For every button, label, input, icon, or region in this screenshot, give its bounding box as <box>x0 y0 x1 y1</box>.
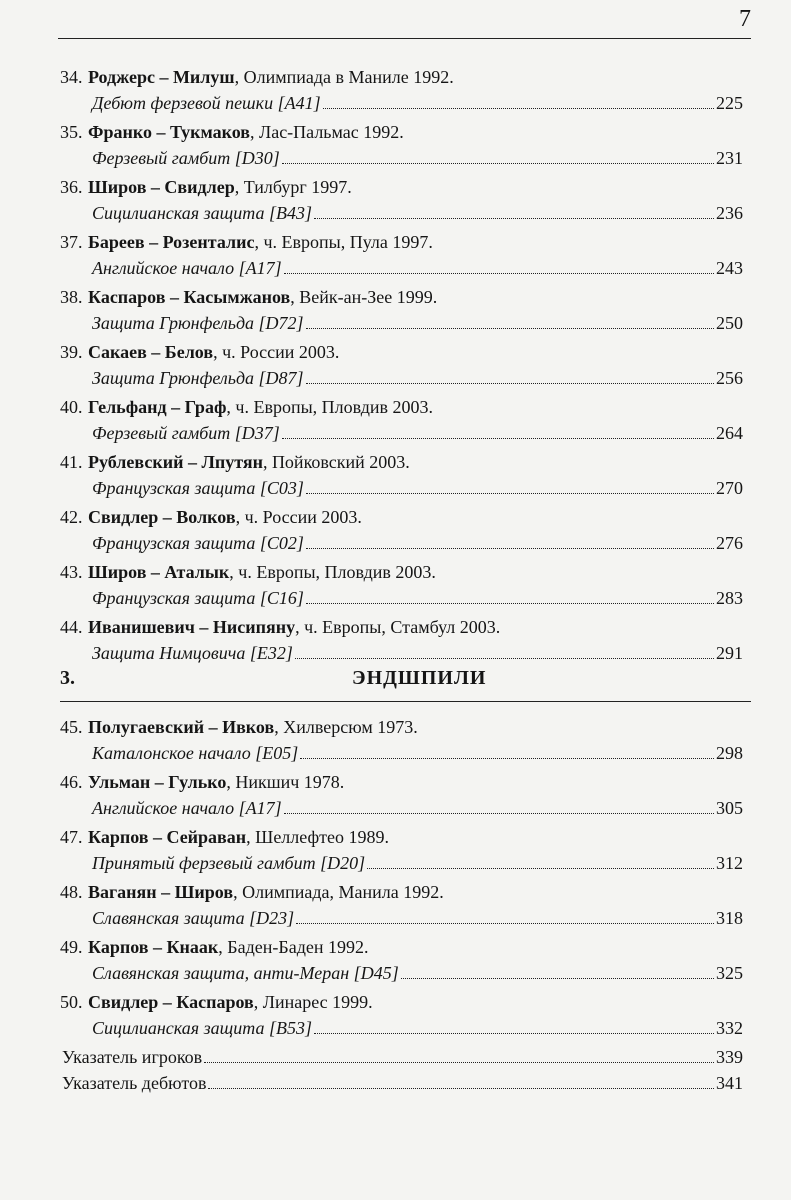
toc-entry[interactable] <box>60 339 751 394</box>
dot-leader <box>306 383 714 384</box>
index-label: Указатель дебютов <box>62 1073 207 1093</box>
game-line <box>60 339 751 365</box>
opening-name: Французская защита [C16] <box>92 588 304 608</box>
dot-leader <box>323 108 714 109</box>
dot-leader <box>306 603 714 604</box>
section-title: ЭНДШПИЛИ <box>352 667 487 689</box>
game-line <box>60 229 751 255</box>
toc-entry[interactable] <box>60 879 751 934</box>
game-number: 48. <box>60 882 83 902</box>
game-number: 37. <box>60 232 83 252</box>
page-ref: 332 <box>716 1018 743 1038</box>
page-ref: 341 <box>716 1073 743 1093</box>
game-number: 43. <box>60 562 83 582</box>
game-line <box>60 934 751 960</box>
dot-leader <box>300 758 714 759</box>
toc-entry[interactable] <box>60 769 751 824</box>
opening-line <box>92 795 751 821</box>
table-of-contents <box>60 64 751 1096</box>
game-number: 44. <box>60 617 83 637</box>
toc-part-endgames <box>60 714 751 1044</box>
opening-name: Английское начало [A17] <box>92 258 282 278</box>
game-players: Роджерс – Милуш <box>88 67 235 87</box>
toc-entry[interactable] <box>60 504 751 559</box>
dot-leader <box>314 1033 714 1034</box>
game-line <box>60 119 751 145</box>
toc-entry[interactable] <box>60 989 751 1044</box>
toc-entry[interactable] <box>60 229 751 284</box>
dot-leader <box>401 978 714 979</box>
page-ref: 305 <box>716 798 743 818</box>
game-event: , ч. Европы, Стамбул 2003. <box>295 617 501 637</box>
page-ref: 291 <box>716 643 743 663</box>
opening-name: Славянская защита [D23] <box>92 908 295 928</box>
toc-entry[interactable] <box>60 284 751 339</box>
game-players: Полугаевский – Ивков <box>88 717 275 737</box>
game-line <box>60 714 751 740</box>
dot-leader <box>282 163 714 164</box>
page-ref: 312 <box>716 853 743 873</box>
opening-name: Защита Нимцовича [E32] <box>92 643 293 663</box>
section-heading <box>60 663 751 702</box>
opening-line <box>92 365 751 391</box>
game-event: , ч. Европы, Пловдив 2003. <box>226 397 434 417</box>
game-event: , Вейк-ан-Зее 1999. <box>290 287 438 307</box>
game-line <box>60 559 751 585</box>
dot-leader <box>208 1088 714 1089</box>
game-players: Карпов – Сейраван <box>88 827 247 847</box>
game-line <box>60 64 751 90</box>
game-number: 34. <box>60 67 83 87</box>
opening-name: Французская защита [C03] <box>92 478 304 498</box>
game-line <box>60 989 751 1015</box>
game-players: Свидлер – Каспаров <box>88 992 254 1012</box>
dot-leader <box>306 548 714 549</box>
page-ref: 236 <box>716 203 743 223</box>
game-players: Свидлер – Волков <box>88 507 236 527</box>
game-event: , ч. России 2003. <box>235 507 362 527</box>
opening-name: Защита Грюнфельда [D87] <box>92 368 304 388</box>
game-players: Гельфанд – Граф <box>88 397 227 417</box>
game-event: , Никшич 1978. <box>226 772 345 792</box>
dot-leader <box>367 868 714 869</box>
opening-name: Принятый ферзевый гамбит [D20] <box>92 853 366 873</box>
toc-index <box>60 1044 751 1096</box>
dot-leader <box>296 923 714 924</box>
index-entry[interactable] <box>62 1044 751 1070</box>
page-ref: 325 <box>716 963 743 983</box>
game-players: Широв – Свидлер <box>88 177 235 197</box>
game-line <box>60 284 751 310</box>
opening-line <box>92 850 751 876</box>
header-rule <box>58 38 751 39</box>
game-number: 47. <box>60 827 83 847</box>
opening-line <box>92 1015 751 1041</box>
game-number: 41. <box>60 452 83 472</box>
opening-line <box>92 145 751 171</box>
game-players: Широв – Аталык <box>88 562 230 582</box>
game-number: 40. <box>60 397 83 417</box>
toc-part-middlegame <box>60 64 751 669</box>
toc-entry[interactable] <box>60 559 751 614</box>
dot-leader <box>284 273 714 274</box>
game-players: Иванишевич – Нисипяну <box>88 617 296 637</box>
toc-entry[interactable] <box>60 714 751 769</box>
game-players: Ваганян – Широв <box>88 882 234 902</box>
game-line <box>60 879 751 905</box>
game-number: 38. <box>60 287 83 307</box>
page-ref: 231 <box>716 148 743 168</box>
toc-entry[interactable] <box>60 449 751 504</box>
game-number: 46. <box>60 772 83 792</box>
toc-entry[interactable] <box>60 119 751 174</box>
game-number: 35. <box>60 122 83 142</box>
game-event: , Олимпиада, Манила 1992. <box>233 882 444 902</box>
dot-leader <box>284 813 714 814</box>
opening-name: Защита Грюнфельда [D72] <box>92 313 304 333</box>
dot-leader <box>282 438 714 439</box>
game-line <box>60 394 751 420</box>
game-number: 50. <box>60 992 83 1012</box>
page-ref: 243 <box>716 258 743 278</box>
opening-line <box>92 310 751 336</box>
section-number: 3. <box>60 667 75 689</box>
page-ref: 339 <box>716 1047 743 1067</box>
game-event: , Шеллефтео 1989. <box>246 827 389 847</box>
opening-line <box>92 905 751 931</box>
game-number: 39. <box>60 342 83 362</box>
opening-name: Французская защита [C02] <box>92 533 304 553</box>
opening-line <box>92 255 751 281</box>
page-ref: 270 <box>716 478 743 498</box>
opening-line <box>92 530 751 556</box>
game-event: , Пойковский 2003. <box>262 452 410 472</box>
game-players: Рублевский – Лпутян <box>88 452 263 472</box>
game-event: , Линарес 1999. <box>253 992 373 1012</box>
dot-leader <box>314 218 714 219</box>
toc-entry[interactable] <box>60 394 751 449</box>
game-event: , ч. Европы, Пловдив 2003. <box>229 562 436 582</box>
game-event: , Лас-Пальмас 1992. <box>250 122 404 142</box>
page-ref: 256 <box>716 368 743 388</box>
game-players: Карпов – Кнаак <box>88 937 219 957</box>
dot-leader <box>295 658 714 659</box>
page-ref: 225 <box>716 93 743 113</box>
game-line <box>60 824 751 850</box>
opening-name: Ферзевый гамбит [D30] <box>92 148 280 168</box>
game-event: , Баден-Баден 1992. <box>218 937 369 957</box>
opening-line <box>92 475 751 501</box>
toc-entry[interactable] <box>60 934 751 989</box>
game-line <box>60 449 751 475</box>
game-line <box>60 769 751 795</box>
game-players: Франко – Тукмаков <box>88 122 250 142</box>
game-number: 42. <box>60 507 83 527</box>
game-number: 49. <box>60 937 83 957</box>
game-event: , Хилверсюм 1973. <box>274 717 418 737</box>
game-players: Бареев – Розенталис <box>88 232 255 252</box>
page-ref: 264 <box>716 423 743 443</box>
game-number: 36. <box>60 177 83 197</box>
game-players: Каспаров – Касымжанов <box>88 287 291 307</box>
opening-line <box>92 200 751 226</box>
opening-line <box>92 960 751 986</box>
opening-name: Каталонское начало [E05] <box>92 743 299 763</box>
page-ref: 276 <box>716 533 743 553</box>
opening-name: Ферзевый гамбит [D37] <box>92 423 280 443</box>
index-label: Указатель игроков <box>62 1047 203 1067</box>
game-event: , Олимпиада в Маниле 1992. <box>234 67 454 87</box>
game-number: 45. <box>60 717 83 737</box>
dot-leader <box>306 328 714 329</box>
opening-line <box>92 420 751 446</box>
game-players: Сакаев – Белов <box>88 342 214 362</box>
opening-line <box>92 90 751 116</box>
opening-name: Сицилианская защита [B53] <box>92 1018 312 1038</box>
page-number: 7 <box>739 6 751 32</box>
toc-entry[interactable] <box>60 64 751 119</box>
index-entry[interactable] <box>62 1070 751 1096</box>
game-line <box>60 174 751 200</box>
page-ref: 298 <box>716 743 743 763</box>
toc-entry[interactable] <box>60 174 751 229</box>
opening-name: Дебют ферзевой пешки [A41] <box>92 93 321 113</box>
game-event: , ч. Европы, Пула 1997. <box>254 232 433 252</box>
dot-leader <box>306 493 714 494</box>
toc-entry[interactable] <box>60 614 751 669</box>
game-event: , ч. России 2003. <box>213 342 340 362</box>
toc-entry[interactable] <box>60 824 751 879</box>
opening-line <box>92 740 751 766</box>
game-line <box>60 614 751 640</box>
dot-leader <box>204 1062 714 1063</box>
page-ref: 318 <box>716 908 743 928</box>
page-ref: 283 <box>716 588 743 608</box>
game-line <box>60 504 751 530</box>
opening-line <box>92 585 751 611</box>
opening-name: Сицилианская защита [B43] <box>92 203 312 223</box>
page-ref: 250 <box>716 313 743 333</box>
game-players: Ульман – Гулько <box>88 772 227 792</box>
opening-name: Славянская защита, анти-Меран [D45] <box>92 963 399 983</box>
opening-name: Английское начало [A17] <box>92 798 282 818</box>
game-event: , Тилбург 1997. <box>234 177 352 197</box>
